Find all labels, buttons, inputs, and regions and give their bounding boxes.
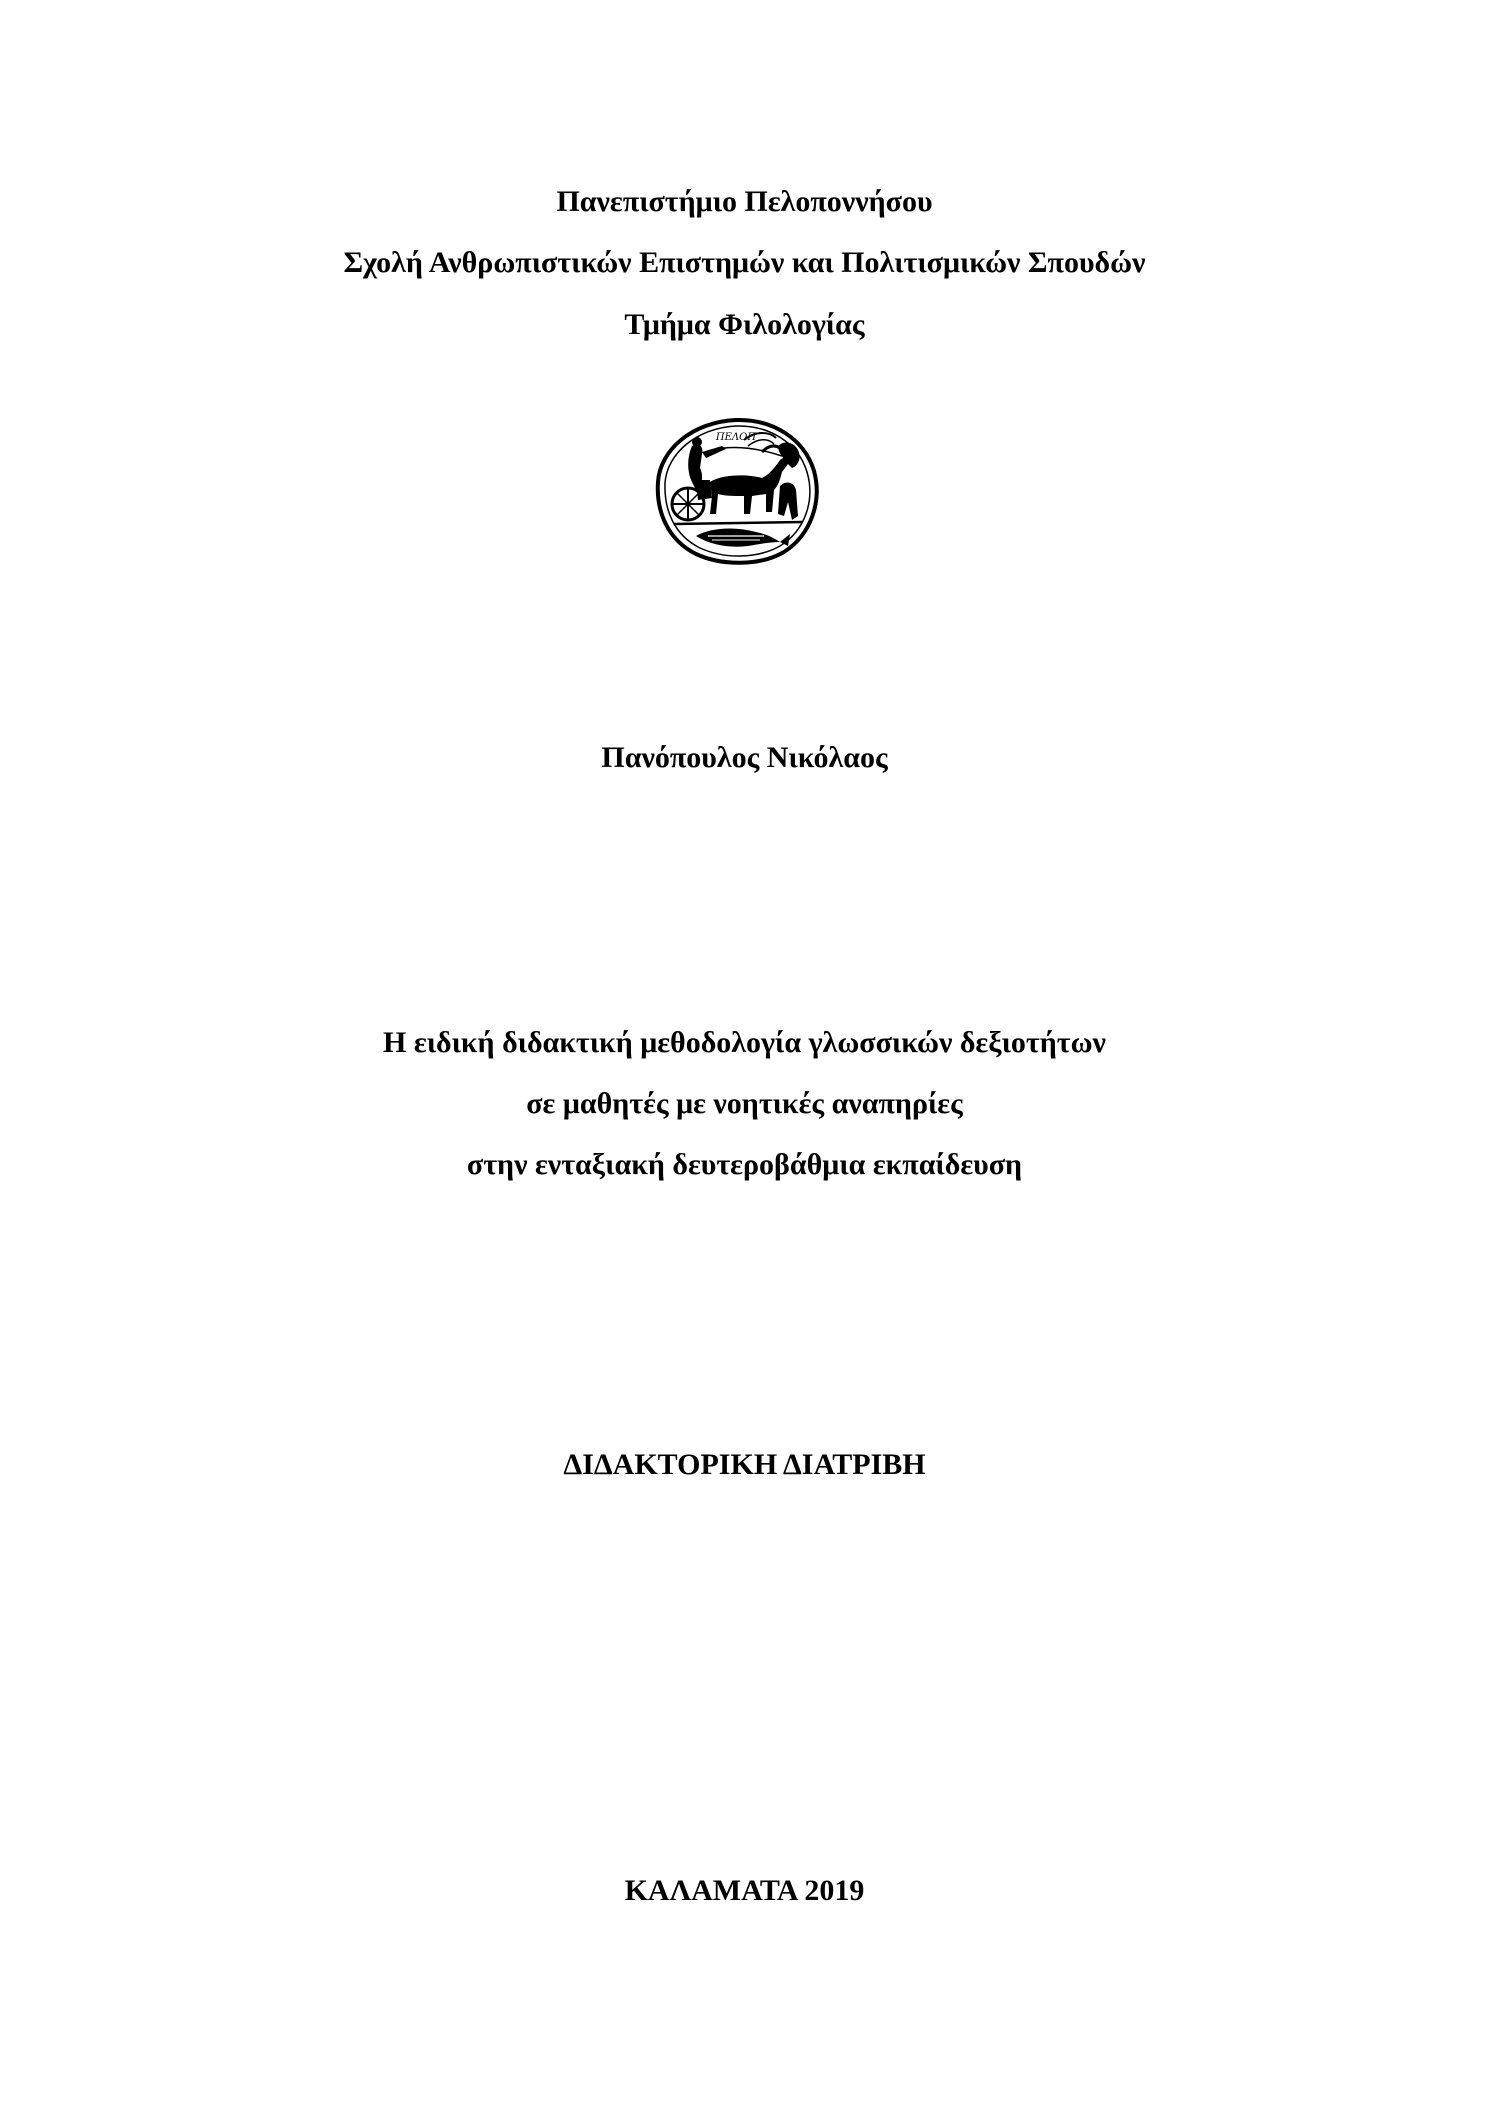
svg-text:ΠΕΛΟΠ: ΠΕΛΟΠ (715, 432, 757, 443)
university-seal-chariot-icon (652, 416, 820, 566)
author-name: Πανόπουλος Νικόλαος (601, 741, 888, 774)
place-and-year: ΚΑΛΑΜΑΤΑ 2019 (624, 1874, 865, 1907)
thesis-title-line: σε μαθητές με νοητικές αναπηρίες (526, 1087, 963, 1120)
thesis-type: ΔΙΔΑΚΤΟΡΙΚΗ ΔΙΑΤΡΙΒΗ (563, 1448, 926, 1481)
department-name: Τμήμα Φιλολογίας (624, 308, 865, 341)
university-name: Πανεπιστήμιο Πελοποννήσου (556, 185, 933, 218)
school-name: Σχολή Ανθρωπιστικών Επιστημών και Πολιτισμικών Σπουδών (343, 246, 1146, 279)
thesis-title-line: στην ενταξιακή δευτεροβάθμια εκπαίδευση (466, 1148, 1023, 1181)
thesis-title-line: Η ειδική διδακτική μεθοδολογία γλωσσικών δεξιοτήτων (383, 1026, 1106, 1059)
